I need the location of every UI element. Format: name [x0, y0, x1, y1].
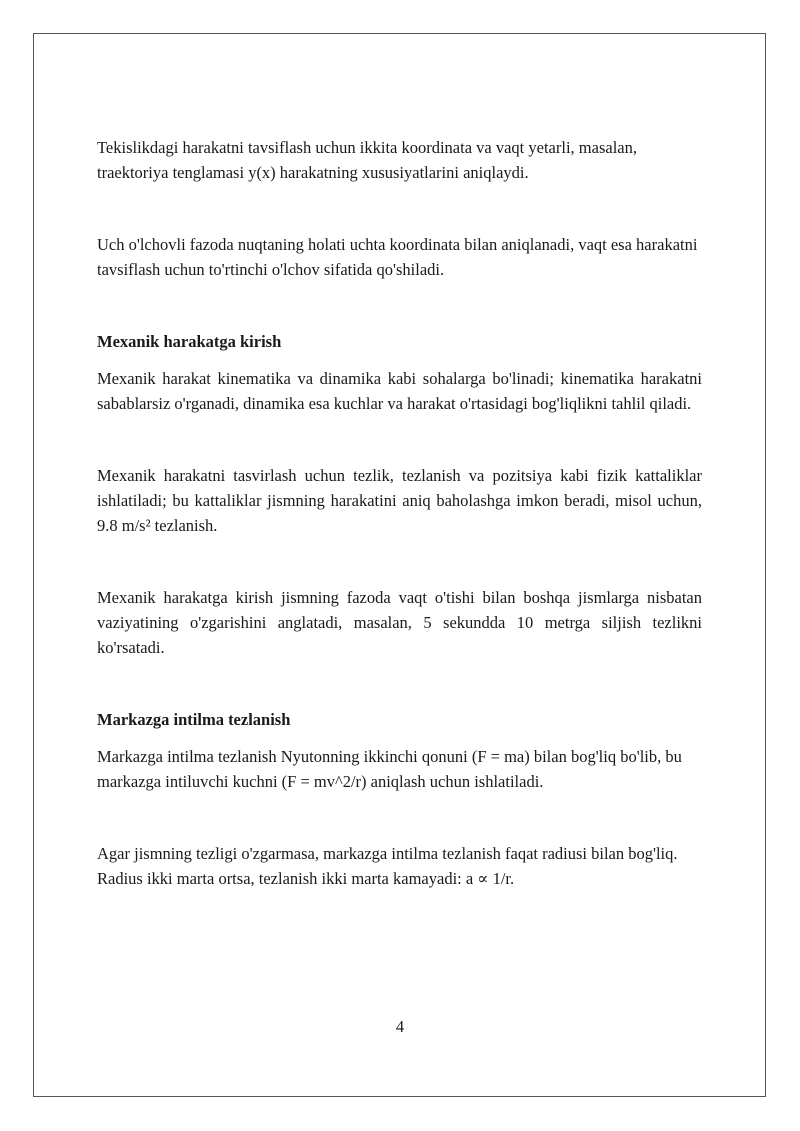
paragraph-physical-quantities: Mexanik harakatni tasvirlash uchun tezlik, tezlanish va pozitsiya kabi fizik kattaliklar ishlatiladi; bu kattaliklar jismning harakatini aniq baholashga imkon beradi, misol uchun, 9.8 m/s² tezlanish. [97, 466, 702, 535]
page-number: 4 [395, 1017, 405, 1036]
paragraph-motion-definition: Mexanik harakatga kirish jismning fazoda vaqt o'tishi bilan boshqa jismlarga nisbatan vaziyatining o'zgarishini anglatadi, masalan, 5 sekundda 10 metrga siljish tezlikni ko'rsatadi. [97, 588, 702, 657]
heading-mechanical-motion: Mexanik harakatga kirish [97, 332, 282, 351]
paragraph-radius-dependence: Agar jismning tezligi o'zgarmasa, markazga intilma tezlanish faqat radiusi bilan bog'liq. Radius ikki marta ortsa, tezlanish ikki marta kamayadi: a ∝ 1/r. [97, 844, 678, 888]
paragraph-3d-space: Uch o'lchovli fazoda nuqtaning holati uchta koordinata bilan aniqlanadi, vaqt esa harakatni tavsiflash uchun to'rtinchi o'lchov sifatida qo'shiladi. [97, 235, 698, 279]
heading-centripetal-acceleration: Markazga intilma tezlanish [97, 710, 291, 729]
document-body [97, 135, 702, 891]
paragraph-kinematics-dynamics: Mexanik harakat kinematika va dinamika kabi sohalarga bo'linadi; kinematika harakatni sabablarsiz o'rganadi, dinamika esa kuchlar va harakat o'rtasidagi bog'liqlikni tahlil qiladi. [97, 369, 702, 413]
paragraph-newton-law: Markazga intilma tezlanish Nyutonning ikkinchi qonuni (F = ma) bilan bog'liq bo'lib, bu markazga intiluvchi kuchni (F = mv^2/r) aniqlash uchun ishlatiladi. [97, 747, 682, 791]
paragraph-trajectory: Tekislikdagi harakatni tavsiflash uchun ikkita koordinata va vaqt yetarli, masalan, traektoriya tenglamasi y(x) harakatning xususiyatlarini aniqlaydi. [97, 138, 637, 182]
